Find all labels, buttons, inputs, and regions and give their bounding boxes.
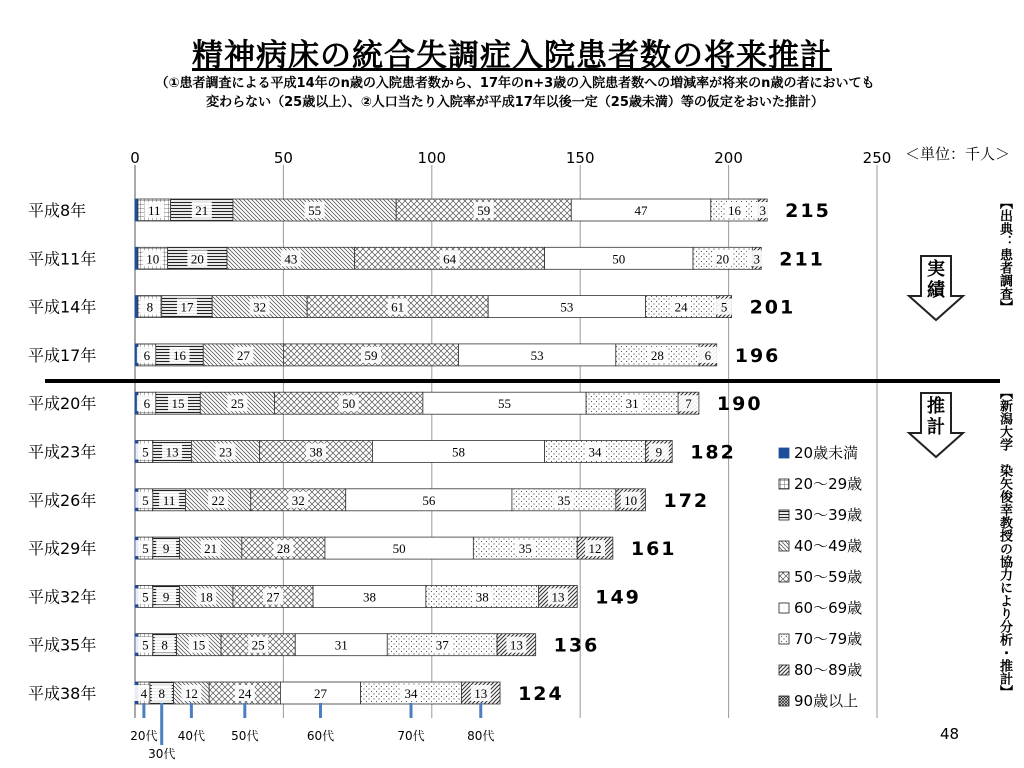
data-label: 8 xyxy=(146,299,154,315)
data-label: 27 xyxy=(266,589,280,605)
data-label: 3 xyxy=(753,251,761,267)
data-label: 37 xyxy=(435,637,449,653)
data-label: 59 xyxy=(477,203,491,218)
data-label: 64 xyxy=(443,251,457,267)
data-label: 27 xyxy=(236,347,250,363)
data-label: 35 xyxy=(557,492,571,508)
category-label: 平成8年 xyxy=(28,201,87,220)
total-label: 124 xyxy=(518,683,564,705)
total-label: 136 xyxy=(553,634,600,657)
data-label: 16 xyxy=(728,203,742,218)
legend-swatch xyxy=(779,541,789,551)
data-label: 27 xyxy=(314,686,327,701)
legend-swatch xyxy=(779,696,789,706)
age-marker-label: 40代 xyxy=(177,729,206,743)
data-label: 22 xyxy=(211,492,225,508)
data-label: 56 xyxy=(422,492,436,508)
age-marker-label: 20代 xyxy=(130,729,158,743)
legend-label: 90歳以上 xyxy=(794,692,859,710)
data-label: 16 xyxy=(173,347,187,363)
legend-swatch xyxy=(779,634,789,644)
data-label: 10 xyxy=(146,251,160,267)
data-label: 32 xyxy=(291,492,305,508)
unit-label: ＜単位：千人＞ xyxy=(905,145,1011,163)
data-label: 5 xyxy=(142,541,149,557)
data-label: 31 xyxy=(334,637,348,653)
arrow-label: 実 xyxy=(927,259,945,280)
data-label: 6 xyxy=(143,396,151,412)
source-note: 【出典：患者調査】 xyxy=(997,196,1012,313)
data-label: 9 xyxy=(162,541,170,557)
data-label: 5 xyxy=(142,637,149,653)
arrow-label: 績 xyxy=(927,280,945,301)
total-label: 149 xyxy=(595,586,641,609)
data-label: 38 xyxy=(309,444,323,460)
data-label: 11 xyxy=(162,492,176,508)
data-label: 12 xyxy=(588,541,602,557)
data-label: 50 xyxy=(392,541,406,557)
data-label: 13 xyxy=(474,686,488,701)
data-label: 53 xyxy=(560,299,574,315)
legend-swatch xyxy=(779,572,789,582)
data-label: 38 xyxy=(362,589,376,605)
arrow-label: 計 xyxy=(927,417,945,438)
data-label: 8 xyxy=(161,637,168,653)
data-label: 47 xyxy=(634,203,648,218)
data-label: 43 xyxy=(284,251,298,267)
legend-swatch xyxy=(779,448,789,458)
legend-label: 40～49歳 xyxy=(794,537,863,555)
total-label: 196 xyxy=(734,344,781,367)
data-label: 50 xyxy=(342,396,356,412)
category-label: 平成11年 xyxy=(28,249,97,269)
data-label: 21 xyxy=(195,203,209,218)
data-label: 17 xyxy=(180,299,194,315)
category-label: 平成23年 xyxy=(28,442,97,462)
age-marker-label: 30代 xyxy=(148,747,176,761)
data-label: 5 xyxy=(720,299,728,315)
age-marker-label: 60代 xyxy=(306,729,335,743)
age-marker-label: 80代 xyxy=(467,729,495,743)
data-label: 59 xyxy=(364,347,378,363)
legend-label: 60～69歳 xyxy=(794,599,863,617)
category-label: 平成14年 xyxy=(28,297,97,317)
data-label: 55 xyxy=(308,203,322,218)
data-label: 61 xyxy=(391,299,405,315)
x-tick-label: 200 xyxy=(714,149,743,167)
legend-swatch xyxy=(779,603,789,613)
category-label: 平成32年 xyxy=(28,587,97,607)
data-label: 12 xyxy=(184,686,198,701)
legend-swatch xyxy=(779,510,789,520)
x-tick-label: 50 xyxy=(273,149,293,167)
data-label: 9 xyxy=(162,589,170,605)
data-label: 5 xyxy=(142,492,149,508)
data-label: 11 xyxy=(148,203,161,218)
category-label: 平成17年 xyxy=(28,345,97,365)
data-label: 13 xyxy=(551,589,565,605)
data-label: 18 xyxy=(199,589,213,605)
data-label: 5 xyxy=(142,444,149,460)
data-label: 38 xyxy=(475,589,489,605)
total-label: 161 xyxy=(630,538,677,561)
data-label: 23 xyxy=(219,444,233,460)
category-label: 平成35年 xyxy=(28,635,97,655)
data-label: 35 xyxy=(518,541,532,557)
data-label: 34 xyxy=(404,686,418,701)
data-label: 28 xyxy=(650,347,664,363)
legend-label: 20歳未満 xyxy=(794,444,859,462)
category-label: 平成26年 xyxy=(28,490,97,510)
total-label: 190 xyxy=(716,393,763,416)
data-label: 9 xyxy=(655,444,663,460)
data-label: 50 xyxy=(612,251,626,267)
page-number: 48 xyxy=(940,725,960,743)
data-label: 25 xyxy=(251,637,265,653)
bar-segment xyxy=(135,199,138,221)
page-title: 精神病床の統合失調症入院患者数の将来推計 xyxy=(192,38,832,74)
author-note: 【新潟大学 染矢俊幸教授の協力により分析・推計】 xyxy=(997,386,1012,698)
category-label: 平成29年 xyxy=(28,539,97,559)
data-label: 7 xyxy=(685,396,692,412)
total-label: 201 xyxy=(749,296,796,319)
subtitle-line-1: （①患者調査による平成14年のn歳の入院患者数から、17年のn+3歳の入院患者数への増減率が将来のn歳の者においても xyxy=(155,76,875,91)
age-markers xyxy=(130,703,494,761)
legend-label: 30～39歳 xyxy=(794,506,863,524)
legend xyxy=(779,444,862,710)
data-label: 58 xyxy=(452,444,466,460)
x-tick-label: 250 xyxy=(862,149,892,167)
total-label: 211 xyxy=(779,248,825,271)
data-label: 25 xyxy=(230,396,244,412)
data-label: 20 xyxy=(716,251,730,267)
arrow-label: 推 xyxy=(927,396,945,417)
data-label: 3 xyxy=(759,203,766,218)
data-label: 8 xyxy=(158,686,165,701)
bar-segment xyxy=(135,296,138,318)
data-label: 31 xyxy=(625,396,639,412)
data-label: 53 xyxy=(530,347,544,363)
data-label: 6 xyxy=(143,347,151,363)
legend-label: 80～89歳 xyxy=(794,661,863,679)
total-label: 215 xyxy=(785,200,831,222)
data-label: 10 xyxy=(624,492,638,508)
subtitle-line-2: 変わらない（25歳以上）、②人口当たり入院率が平成17年以後一定（25歳未満）等の仮定をおいた推計） xyxy=(206,95,824,110)
age-marker-label: 70代 xyxy=(397,729,425,743)
data-label: 55 xyxy=(498,396,512,412)
total-label: 182 xyxy=(690,441,736,464)
data-label: 5 xyxy=(142,589,149,605)
age-marker-label: 50代 xyxy=(231,729,259,743)
bar-segment xyxy=(135,247,138,269)
legend-label: 70～79歳 xyxy=(794,630,863,648)
legend-swatch xyxy=(779,479,789,489)
total-label: 172 xyxy=(663,489,710,512)
legend-label: 50～59歳 xyxy=(794,568,863,586)
data-label: 15 xyxy=(171,396,185,412)
data-label: 28 xyxy=(276,541,290,557)
x-tick-label: 0 xyxy=(130,149,140,167)
category-label: 平成20年 xyxy=(28,394,97,414)
data-label: 13 xyxy=(165,444,179,460)
legend-label: 20～29歳 xyxy=(794,475,863,493)
data-label: 32 xyxy=(253,299,267,315)
x-axis xyxy=(130,149,891,718)
data-label: 24 xyxy=(238,686,252,701)
category-label: 平成38年 xyxy=(28,684,97,703)
x-tick-label: 100 xyxy=(417,149,447,167)
data-label: 20 xyxy=(190,251,204,267)
legend-swatch xyxy=(779,665,789,675)
data-label: 21 xyxy=(204,541,218,557)
data-label: 24 xyxy=(674,299,688,315)
bars xyxy=(28,199,831,705)
data-label: 6 xyxy=(704,347,712,363)
x-tick-label: 150 xyxy=(565,149,595,167)
data-label: 15 xyxy=(192,637,206,653)
data-label: 13 xyxy=(509,637,523,653)
data-label: 34 xyxy=(588,444,602,460)
data-label: 4 xyxy=(140,686,148,701)
